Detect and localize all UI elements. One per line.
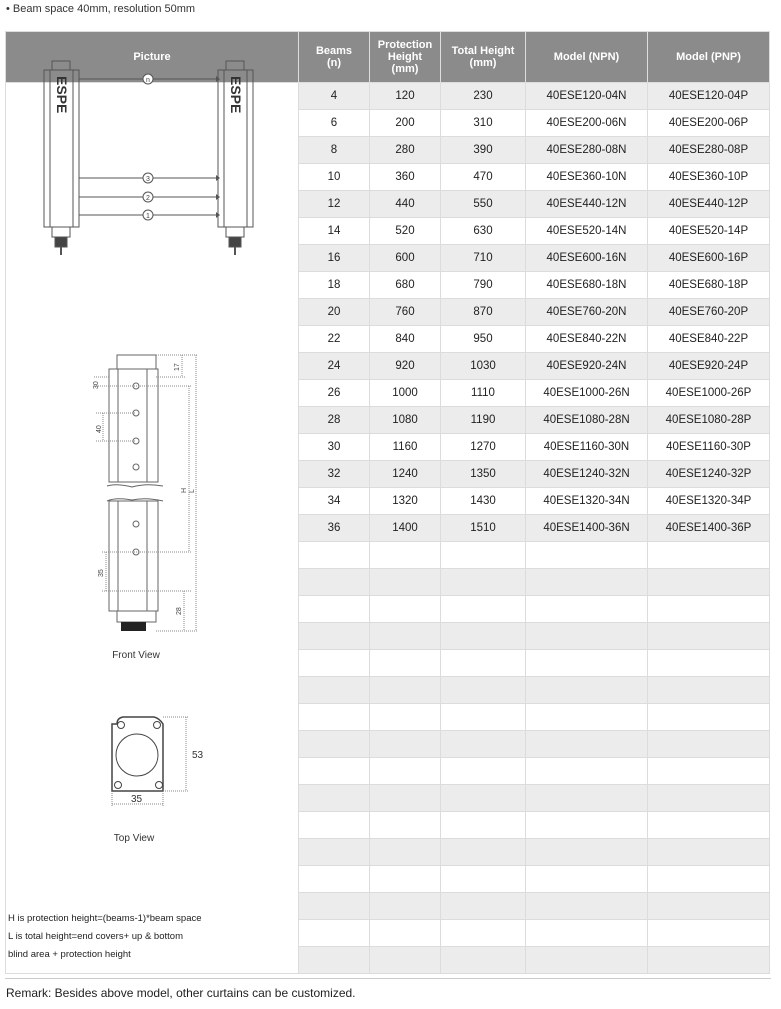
header-beams [299,32,370,83]
cell-model-npn: 40ESE600-16N [526,245,648,272]
cell-protection-height: 600 [370,245,441,272]
cell-model-pnp [648,542,770,569]
dim-pitch: 40 [96,425,103,433]
front-view-label: Front View [112,650,160,661]
cell-beams: 10 [299,164,370,191]
cell-total-height: 1510 [441,515,526,542]
beam-3: 3 [146,176,150,183]
cell-model-npn [526,731,648,758]
formula-h: H is protection height=(beams-1)*beam space [8,913,202,924]
header-total-l1: Total Height [451,45,515,57]
cell-total-height [441,596,526,623]
cell-model-pnp: 40ESE1160-30P [648,434,770,461]
cell-model-npn: 40ESE920-24N [526,353,648,380]
cell-total-height: 550 [441,191,526,218]
cell-protection-height [370,704,441,731]
cell-total-height [441,785,526,812]
cell-model-pnp: 40ESE600-16P [648,245,770,272]
cell-total-height: 950 [441,326,526,353]
cell-model-npn [526,920,648,947]
cell-beams: 24 [299,353,370,380]
cell-model-pnp [648,731,770,758]
brand-left: ESPE [54,76,70,114]
cell-total-height [441,866,526,893]
cell-model-npn [526,704,648,731]
cell-beams: 28 [299,407,370,434]
top-view-label: Top View [113,833,155,844]
cell-model-pnp: 40ESE1400-36P [648,515,770,542]
cell-total-height [441,731,526,758]
cell-protection-height: 200 [370,110,441,137]
cell-total-height: 1190 [441,407,526,434]
cell-protection-height [370,650,441,677]
cell-total-height [441,758,526,785]
cell-model-pnp: 40ESE1240-32P [648,461,770,488]
cell-model-npn [526,569,648,596]
cell-protection-height: 1080 [370,407,441,434]
cell-beams: 18 [299,272,370,299]
dim-top: 17 [174,363,181,371]
cell-beams [299,920,370,947]
remark: Remark: Besides above model, other curtains can be customized. [6,986,356,1000]
cell-model-npn: 40ESE1240-32N [526,461,648,488]
header-prot-l3: (mm) [391,63,419,75]
cell-total-height: 710 [441,245,526,272]
cell-model-npn [526,839,648,866]
cell-protection-height [370,569,441,596]
cell-model-pnp: 40ESE760-20P [648,299,770,326]
cell-model-npn: 40ESE360-10N [526,164,648,191]
cell-protection-height [370,542,441,569]
cell-model-npn: 40ESE760-20N [526,299,648,326]
cell-model-pnp [648,812,770,839]
cell-protection-height: 360 [370,164,441,191]
cell-model-pnp: 40ESE1320-34P [648,488,770,515]
cell-total-height: 1430 [441,488,526,515]
cell-beams [299,758,370,785]
cell-total-height: 630 [441,218,526,245]
table-row [6,83,770,110]
cell-model-npn [526,542,648,569]
cell-beams: 16 [299,245,370,272]
cell-model-pnp [648,623,770,650]
header-beams-l2: (n) [326,57,342,69]
cell-beams: 22 [299,326,370,353]
cell-model-npn [526,677,648,704]
cell-model-npn: 40ESE1080-28N [526,407,648,434]
cell-beams [299,812,370,839]
picture-cell [6,76,299,974]
cell-protection-height [370,947,441,974]
cell-model-npn [526,650,648,677]
cell-beams: 8 [299,137,370,164]
cell-model-pnp: 40ESE1080-28P [648,407,770,434]
divider [5,978,771,979]
cell-model-pnp [648,920,770,947]
cell-model-pnp: 40ESE840-22P [648,326,770,353]
cell-protection-height: 920 [370,353,441,380]
cell-beams [299,623,370,650]
cell-model-npn: 40ESE280-08N [526,137,648,164]
cell-model-pnp [648,785,770,812]
header-total [441,32,526,83]
cell-beams: 6 [299,110,370,137]
cell-model-npn: 40ESE120-04N [526,83,648,110]
cell-model-pnp: 40ESE680-18P [648,272,770,299]
cell-protection-height: 1160 [370,434,441,461]
cell-protection-height [370,731,441,758]
cell-model-pnp [648,839,770,866]
cell-beams [299,569,370,596]
cell-model-npn: 40ESE1000-26N [526,380,648,407]
cell-model-npn [526,596,648,623]
cell-model-pnp [648,704,770,731]
cell-beams: 32 [299,461,370,488]
dim-l: L [189,489,196,493]
curtain-diagram [44,61,253,255]
dim-h: H [181,487,188,493]
cell-model-pnp: 40ESE1000-26P [648,380,770,407]
cell-beams: 34 [299,488,370,515]
cell-total-height: 390 [441,137,526,164]
cell-beams [299,542,370,569]
cell-model-pnp [648,569,770,596]
header-beams-l1: Beams [315,45,353,57]
brand-right: ESPE [228,76,244,114]
cell-total-height [441,542,526,569]
cell-total-height: 230 [441,83,526,110]
cell-beams [299,839,370,866]
cell-model-npn: 40ESE1160-30N [526,434,648,461]
cell-beams: 30 [299,434,370,461]
cell-model-pnp [648,650,770,677]
cell-protection-height: 120 [370,83,441,110]
cell-beams [299,893,370,920]
beam-n: n [146,77,150,84]
cell-total-height [441,704,526,731]
cell-total-height [441,839,526,866]
cell-total-height [441,947,526,974]
cell-protection-height [370,785,441,812]
beam-2: 2 [146,195,150,202]
cell-total-height [441,812,526,839]
header-pnp: Model (PNP) [648,32,770,83]
cell-total-height [441,893,526,920]
formula-l2: blind area + protection height [8,949,131,960]
dim-first: 30 [93,381,100,389]
cell-model-npn: 40ESE680-18N [526,272,648,299]
cell-protection-height: 840 [370,326,441,353]
cell-beams: 26 [299,380,370,407]
cell-model-pnp: 40ESE920-24P [648,353,770,380]
dim-width: 35 [131,794,143,805]
cell-protection-height [370,677,441,704]
cell-model-npn [526,947,648,974]
cell-model-pnp: 40ESE280-08P [648,137,770,164]
header-prot-l1: Protection [377,39,433,51]
cell-model-pnp: 40ESE120-04P [648,83,770,110]
cell-model-pnp [648,758,770,785]
cell-model-pnp [648,893,770,920]
cell-model-pnp [648,866,770,893]
cell-protection-height: 520 [370,218,441,245]
cell-total-height [441,623,526,650]
cell-total-height [441,650,526,677]
cell-model-npn: 40ESE840-22N [526,326,648,353]
cell-protection-height: 1400 [370,515,441,542]
beam-space-note: • Beam space 40mm, resolution 50mm [6,3,196,15]
cell-model-npn [526,758,648,785]
cell-beams: 20 [299,299,370,326]
header-npn: Model (NPN) [526,32,648,83]
dim-bottom: 28 [176,607,183,615]
cell-protection-height: 1320 [370,488,441,515]
top-view-drawing [112,717,188,806]
header-picture: Picture [6,32,299,83]
cell-protection-height: 760 [370,299,441,326]
cell-beams [299,785,370,812]
cell-protection-height [370,866,441,893]
cell-total-height: 870 [441,299,526,326]
light-curtain-drawings [6,76,299,973]
model-table [5,31,770,974]
cell-protection-height: 1240 [370,461,441,488]
cell-model-pnp: 40ESE440-12P [648,191,770,218]
header-prot-l2: Height [387,51,423,63]
cell-beams [299,650,370,677]
beam-1: 1 [146,213,150,220]
cell-model-npn: 40ESE1400-36N [526,515,648,542]
connector-icon [121,622,146,631]
cell-total-height: 1350 [441,461,526,488]
cell-protection-height [370,758,441,785]
cell-model-pnp [648,947,770,974]
cell-beams: 4 [299,83,370,110]
cell-total-height: 1270 [441,434,526,461]
cell-protection-height: 680 [370,272,441,299]
cell-model-pnp [648,596,770,623]
cell-total-height: 310 [441,110,526,137]
cell-model-pnp: 40ESE360-10P [648,164,770,191]
cell-beams [299,731,370,758]
cell-model-npn: 40ESE440-12N [526,191,648,218]
cell-model-npn [526,785,648,812]
cell-beams [299,677,370,704]
cell-total-height: 1110 [441,380,526,407]
cell-protection-height [370,596,441,623]
cell-protection-height [370,623,441,650]
cell-protection-height [370,839,441,866]
cell-model-npn: 40ESE200-06N [526,110,648,137]
header-protection [370,32,441,83]
cell-model-npn [526,812,648,839]
cell-model-npn [526,866,648,893]
cell-model-npn [526,623,648,650]
cell-protection-height [370,812,441,839]
dim-last: 35 [98,569,105,577]
cell-total-height [441,677,526,704]
cell-beams: 36 [299,515,370,542]
header-total-l2: (mm) [469,57,497,69]
dim-depth: 53 [192,750,204,761]
cell-beams [299,596,370,623]
cell-protection-height: 1000 [370,380,441,407]
cell-beams: 12 [299,191,370,218]
cell-model-npn: 40ESE1320-34N [526,488,648,515]
cell-total-height: 790 [441,272,526,299]
table-header [6,32,770,83]
cell-protection-height [370,920,441,947]
cell-protection-height [370,893,441,920]
cell-model-pnp: 40ESE520-14P [648,218,770,245]
cell-model-npn [526,893,648,920]
cell-beams: 14 [299,218,370,245]
cell-beams [299,704,370,731]
cell-beams [299,947,370,974]
formula-l1: L is total height=end covers+ up & bottom [8,931,183,942]
cell-beams [299,866,370,893]
cell-total-height [441,920,526,947]
cell-total-height: 470 [441,164,526,191]
cell-model-npn: 40ESE520-14N [526,218,648,245]
cell-total-height: 1030 [441,353,526,380]
cell-protection-height: 280 [370,137,441,164]
cell-total-height [441,569,526,596]
cell-model-pnp [648,677,770,704]
cell-protection-height: 440 [370,191,441,218]
cell-model-pnp: 40ESE200-06P [648,110,770,137]
